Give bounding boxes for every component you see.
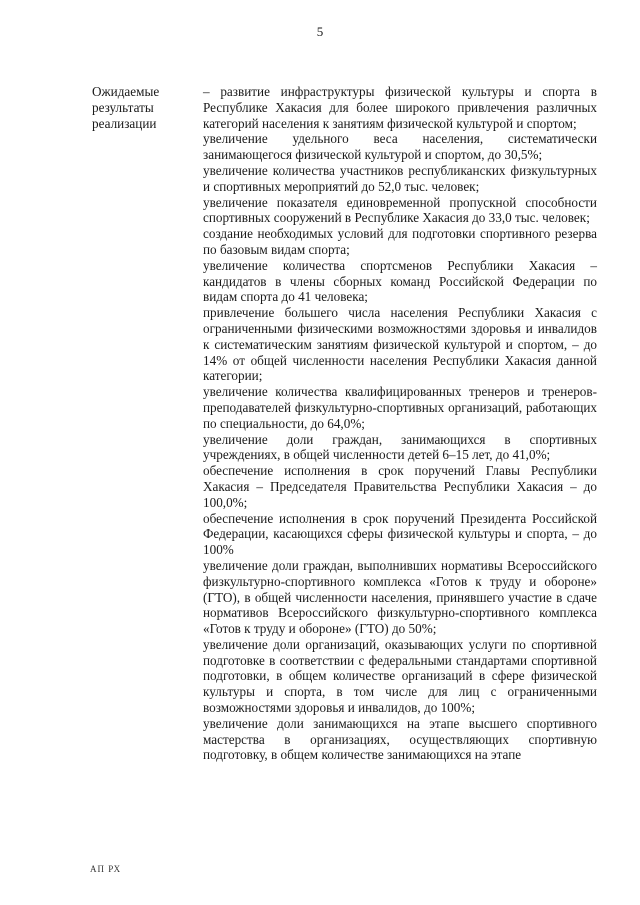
result-item: привлечение большего числа населения Республики Хакасия с ограниченными физическими возможностями здоровья и инвалидов к систематическим занятиям физической культурой и спортом, – до 14% от общей численности населения Республики Хакасия данной категории;: [203, 305, 597, 384]
row-label: [92, 84, 192, 131]
result-item: увеличение удельного веса населения, систематически занимающегося физической культурой и спортом, до 30,5%;: [203, 131, 597, 163]
result-item: – развитие инфраструктуры физической культуры и спорта в Республике Хакасия для более широкого привлечения различных категорий населения к занятиям физической культурой и спортом;: [203, 84, 597, 131]
result-item: увеличение доли граждан, выполнивших нормативы Всероссийского физкультурно-спортивного комплекса «Готов к труду и обороне» (ГТО), в общей численности населения, принявшего участие в сдаче нормативов Всероссийского физкультурно-спортивного комплекса «Готов к труду и обороне» (ГТО) до 50%;: [203, 557, 597, 637]
result-item: увеличение количества спортсменов Республики Хакасия – кандидатов в члены сборных команд Российской Федерации по видам спорта до 41 человека;: [203, 257, 597, 305]
result-item: обеспечение исполнения в срок поручений Главы Республики Хакасия – Председателя Правительства Республики Хакасия – до 100,0%;: [203, 463, 597, 510]
result-item: создание необходимых условий для подготовки спортивного резерва по базовым видам спорта;: [203, 226, 597, 257]
result-item: увеличение показателя единовременной пропускной способности спортивных сооружений в Республике Хакасия до 33,0 тыс. человек;: [203, 194, 597, 226]
result-item: увеличение количества участников республиканских физкультурных и спортивных мероприятий до 52,0 тыс. человек;: [203, 162, 597, 194]
result-item: увеличение доли организаций, оказывающих услуги по спортивной подготовке в соответствии с федеральными стандартами спортивной подготовки, в общем количестве организаций в сфере физической культуры и спорта, в том числе для лиц с ограниченными возможностями здоровья и инвалидов, до 100%;: [203, 636, 597, 716]
result-item: увеличение количества квалифицированных тренеров и тренеров-преподавателей физкультурно-спортивных организаций, работающих по специальности, до 64,0%;: [203, 384, 597, 431]
row-label-line: результаты: [92, 99, 154, 115]
row-label-line: Ожидаемые: [92, 84, 160, 99]
page-number: 5: [316, 24, 324, 39]
expected-results-list: [203, 84, 597, 763]
result-item: увеличение доли граждан, занимающихся в спортивных учреждениях, в общей численности детей 6–15 лет, до 41,0%;: [203, 431, 597, 463]
row-label-line: реализации: [92, 115, 157, 131]
result-item: увеличение доли занимающихся на этапе высшего спортивного мастерства в организациях, осуществляющих спортивную подготовку, в общем количестве занимающихся на этапе: [203, 715, 597, 763]
result-item: обеспечение исполнения в срок поручений Президента Российской Федерации, касающихся сферы физической культуры и спорта, – до 100%: [203, 510, 597, 558]
footer-mark: АП РХ: [90, 864, 122, 874]
